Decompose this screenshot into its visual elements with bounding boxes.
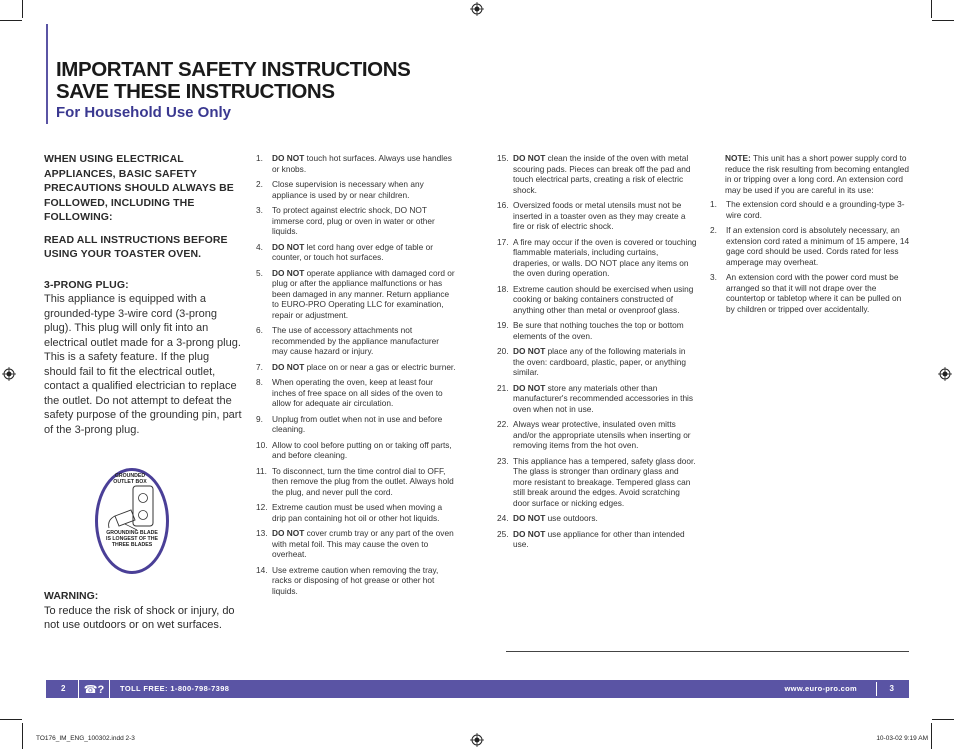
instruction-text: The use of accessory attachments not recommended by the appliance manufacturer may cause hazard or injury.: [272, 325, 439, 356]
instruction-number: 3.: [710, 272, 717, 282]
instruction-number: 2.: [256, 179, 263, 189]
instruction-text: Unplug from outlet when not in use and before cleaning.: [272, 413, 443, 434]
instruction-item: [497, 383, 697, 415]
intro-heading: WHEN USING ELECTRICAL APPLIANCES, BASIC SAFETY PRECAUTIONS SHOULD ALWAYS BE FOLLOWED, INCLUDING THE FOLLOWING:: [44, 153, 234, 223]
instruction-item: [497, 513, 697, 524]
instruction-number: 3.: [256, 205, 263, 215]
instruction-number: 17.: [497, 236, 509, 247]
instruction-item: [256, 377, 456, 409]
instruction-number: 19.: [497, 320, 509, 330]
instruction-item: [497, 200, 697, 232]
instruction-text: DO NOT touch hot surfaces. Always use handles or knobs.: [272, 153, 452, 174]
crop-mark: [932, 719, 954, 720]
header-accent-bar: [46, 24, 48, 124]
page-number-left: 2: [61, 684, 66, 693]
instruction-item: [710, 225, 910, 267]
instruction-item: [256, 528, 456, 560]
crop-mark: [931, 0, 932, 18]
instruction-number: 4.: [256, 241, 263, 252]
instruction-number: 13.: [256, 528, 268, 538]
intro-column: [44, 152, 244, 437]
website-url: www.euro-pro.com: [784, 684, 857, 693]
instruction-number: 6.: [256, 325, 263, 335]
registration-mark-icon: [2, 367, 16, 381]
instruction-number: 11.: [256, 465, 267, 476]
outlet-label-top: GROUNDED OUTLET BOX: [113, 473, 147, 485]
instruction-item: [256, 440, 456, 461]
instruction-item: [497, 419, 697, 451]
file-slug: TO176_IM_ENG_100302.indd 2-3: [36, 735, 135, 742]
instruction-number: 10.: [256, 439, 268, 450]
toll-free-number: TOLL FREE: 1-800-798-7398: [120, 684, 230, 693]
instruction-text: DO NOT cover crumb tray or any part of the oven with metal foil. This may cause the oven to overheat.: [272, 528, 454, 559]
page-title: [56, 59, 410, 103]
instructions-column-3: [497, 153, 697, 555]
instruction-item: [256, 205, 456, 237]
instruction-item: [497, 237, 697, 279]
crop-mark: [22, 723, 23, 749]
crop-mark: [0, 719, 22, 720]
instruction-item: [497, 320, 697, 341]
instruction-item: [497, 456, 697, 509]
instruction-number: 7.: [256, 361, 263, 372]
instruction-number: 25.: [497, 528, 509, 539]
instruction-item: [497, 153, 697, 195]
date-slug: 10-03-02 9:19 AM: [876, 735, 928, 742]
registration-mark-icon: [470, 733, 484, 747]
instruction-text: Allow to cool before putting on or taking off parts, and before cleaning.: [272, 439, 452, 460]
instruction-item: [256, 268, 456, 321]
instruction-item: [497, 284, 697, 316]
instruction-text: If an extension cord is absolutely necessary, an extension cord rated a minimum of 15 ampere, 14 gage cord should be used. Cords rated for less amperage may overheat.: [726, 225, 910, 267]
footer-bar: [46, 680, 909, 698]
crop-mark: [0, 20, 22, 21]
instruction-text: An extension cord with the power cord must be arranged so that it will not drape over the countertop or tabletop where it can be pulled on by children or tripped over accidentally.: [726, 272, 902, 314]
instruction-number: 8.: [256, 377, 263, 387]
crop-mark: [931, 723, 932, 749]
instruction-item: [256, 466, 456, 498]
instruction-number: 9.: [256, 413, 263, 424]
instruction-item: [256, 362, 456, 373]
title-line-1: IMPORTANT SAFETY INSTRUCTIONS: [56, 58, 411, 81]
instruction-text: The extension cord should e a grounding-type 3-wire cord.: [726, 199, 905, 220]
plug-text: This appliance is equipped with a grounded-type 3-wire cord (3-prong plug). This plug will only fit into an electrical outlet made for a 3-prong plug. This is a safety feature. If the plug should fail to fit the electrical outlet, contact a qualified electrician to replace the outlet. Do not attempt to defeat the safety purpose of the grounding pin, part of the 3-prong plug.: [44, 293, 242, 436]
instruction-number: 23.: [497, 455, 509, 466]
plug-heading: 3-PRONG PLUG:: [44, 278, 129, 291]
instruction-text: DO NOT place on or near a gas or electric burner.: [272, 361, 456, 372]
page-subtitle: For Household Use Only: [56, 104, 232, 121]
instruction-item: [256, 565, 456, 597]
instruction-number: 21.: [497, 382, 509, 393]
title-line-2: SAVE THESE INSTRUCTIONS: [56, 80, 335, 103]
instruction-number: 18.: [497, 283, 509, 294]
page-number-right: 3: [889, 684, 894, 693]
instruction-number: 24.: [497, 513, 509, 523]
instruction-number: 1.: [256, 153, 263, 163]
instruction-number: 5.: [256, 267, 263, 278]
instruction-text: DO NOT place any of the following materials in the oven: cardboard, plastic, paper, or anything similar.: [513, 346, 686, 377]
instructions-column-4: [710, 153, 910, 319]
instruction-number: 2.: [710, 225, 717, 235]
instruction-number: 22.: [497, 419, 509, 429]
instruction-text: Oversized foods or metal utensils must not be inserted in a toaster oven as they may create a fire or risk of electric shock.: [513, 200, 686, 231]
warning-text: To reduce the risk of shock or injury, do not use outdoors or on wet surfaces.: [44, 604, 235, 631]
instructions-column-2: [256, 153, 456, 601]
instruction-number: 1.: [710, 199, 717, 209]
instruction-text: Use extreme caution when removing the tray, racks or disposing of hot grease or other hot liquids.: [272, 564, 439, 596]
instruction-number: 20.: [497, 346, 509, 356]
instruction-text: Always wear protective, insulated oven mitts and/or the appropriate utensils when inserting or removing items from the hot oven.: [513, 419, 691, 450]
instruction-text: This appliance has a tempered, safety glass door. The glass is stronger than ordinary glass and more resistant to breakage. Tempered glass can still break around the edges. Avoid scratching door surface or nicking edges.: [513, 455, 696, 508]
registration-mark-icon: [470, 2, 484, 16]
phone-icon: ☎?: [78, 680, 110, 698]
instruction-number: 14.: [256, 564, 268, 575]
instruction-text: Extreme caution must be used when moving a drip pan containing hot oil or other hot liquids.: [272, 502, 443, 523]
instruction-item: [710, 199, 910, 220]
instruction-item: [497, 529, 697, 550]
instruction-item: [710, 272, 910, 314]
outlet-label-bottom: GROUNDING BLADE IS LONGEST OF THE THREE BLADES: [106, 530, 158, 548]
warning-block: [44, 589, 244, 633]
outlet-icon: [95, 468, 169, 578]
instruction-text: To disconnect, turn the time control dial to OFF, then remove the plug from the outlet. Always hold the plug, and never pull the cord.: [272, 465, 454, 497]
instruction-text: A fire may occur if the oven is covered or touching flammable materials, including curtains, draperies, or walls. DO NOT place any items on the oven during operation.: [513, 236, 697, 278]
instruction-item: [256, 325, 456, 357]
extension-cord-note: NOTE: This unit has a short power supply cord to reduce the risk resulting from becoming entangled in or tripping over a long cord. An extension cord may be used if you are careful in its use:: [725, 153, 910, 195]
instruction-item: [256, 242, 456, 263]
instruction-text: When operating the oven, keep at least four inches of free space on all sides of the oven to allow for adequate air circulation.: [272, 377, 443, 408]
instruction-item: [256, 179, 456, 200]
read-all-notice: READ ALL INSTRUCTIONS BEFORE USING YOUR TOASTER OVEN.: [44, 233, 228, 260]
instruction-item: [256, 153, 456, 174]
instruction-item: [256, 502, 456, 523]
section-rule: [506, 651, 909, 652]
instruction-number: 16.: [497, 200, 509, 210]
registration-mark-icon: [938, 367, 952, 381]
instruction-number: 15.: [497, 153, 509, 163]
warning-heading: WARNING:: [44, 590, 99, 602]
instruction-text: DO NOT use outdoors.: [513, 513, 598, 523]
footer-divider: [876, 682, 877, 696]
crop-mark: [932, 20, 954, 21]
instruction-text: DO NOT clean the inside of the oven with metal scouring pads. Pieces can break off the pad and touch electrical parts, creating a risk of electric shock.: [513, 153, 691, 195]
instruction-text: To protect against electric shock, DO NOT immerse cord, plug or oven in water or other liquids.: [272, 205, 435, 236]
instruction-text: DO NOT use appliance for other than intended use.: [513, 528, 685, 549]
instruction-number: 12.: [256, 502, 268, 512]
instruction-text: Be sure that nothing touches the top or bottom elements of the oven.: [513, 320, 684, 341]
instruction-item: [256, 414, 456, 435]
instruction-item: [497, 346, 697, 378]
instruction-text: DO NOT operate appliance with damaged cord or plug or after the appliance malfunctions or has been damaged in any manner. Return appliance to EURO-PRO Operating LLC for examination, repair or adjustment.: [272, 267, 455, 320]
instruction-text: Close supervision is necessary when any appliance is used by or near children.: [272, 179, 424, 200]
instruction-text: Extreme caution should be exercised when using cooking or baking containers constructed of anything other than metal or ovenproof glass.: [513, 283, 694, 315]
instruction-text: DO NOT let cord hang over edge of table or counter, or touch hot surfaces.: [272, 241, 433, 262]
instruction-text: DO NOT store any materials other than manufacturer's recommended accessories in this oven when not in use.: [513, 382, 694, 414]
crop-mark: [22, 0, 23, 18]
